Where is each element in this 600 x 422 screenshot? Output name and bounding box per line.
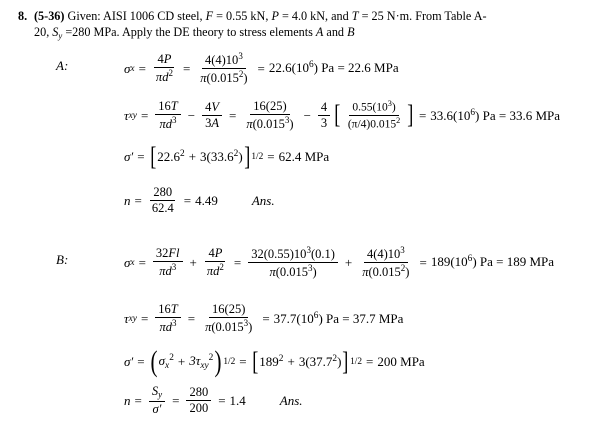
sy-value-text: =280 MPa. Apply the DE theory to stress elements (62, 25, 316, 40)
frac-num: 4P (205, 247, 225, 262)
section-label-a: A: (56, 58, 69, 73)
given-lead: Given: AISI 1006 CD steel, (67, 9, 206, 23)
equals-1: = (138, 60, 146, 76)
problem-text-line1 (68, 9, 487, 23)
frac-num: 280 (186, 386, 211, 401)
frac-den: $\pi d^2$ (155, 68, 173, 85)
equals-2: = (187, 310, 196, 326)
term-3tau-sq: 3(33.6$^2$) (200, 149, 243, 165)
sigma-sub-x: x (130, 63, 135, 74)
equals-1: = (134, 392, 142, 408)
frac-den: (π/4)0.015$^2$ (347, 116, 401, 131)
bracket-group-shear (333, 100, 415, 130)
n-symbol: n (124, 392, 131, 408)
equation-b-factor-of-safety (124, 385, 303, 416)
equals-2: = (183, 192, 192, 208)
fraction-4-over-3 (318, 101, 330, 130)
frac-den: π(0.015$^3$) (205, 318, 253, 335)
frac-num: 16T (155, 303, 180, 318)
frac-den: $\pi d^2$ (206, 262, 224, 279)
fraction-Sy-over-sigma-prime (149, 385, 165, 416)
n-symbol: n (124, 192, 131, 208)
result-vm-a: 62.4 MPa (278, 149, 330, 165)
equals-3: = (366, 354, 374, 369)
fraction-numeric-torsion (243, 100, 296, 131)
minus-2: − (303, 107, 311, 123)
frac-den: 3 (320, 116, 328, 131)
bracket-left: [ (251, 346, 258, 376)
bracket-right: ] (407, 100, 414, 130)
tau-symbol: τ (124, 107, 129, 123)
bracket-group-vm-a (149, 142, 264, 171)
tau-symbol: τ (124, 310, 129, 326)
fraction-4P-over-pid2 (153, 53, 176, 84)
frac-den: π(0.015$^3$) (246, 115, 294, 132)
problem-statement (18, 8, 584, 43)
fraction-numeric-axial (359, 246, 412, 279)
result-n-a: 4.49 (195, 192, 218, 208)
equals-1: = (140, 107, 149, 123)
result-tau-b: $37.7(10^6) Pa = 37.7$ MPa (273, 310, 404, 326)
fraction-16T-over-pid3 (155, 100, 180, 131)
plus-2: + (344, 254, 353, 270)
frac-den: π(0.015$^2$) (362, 263, 410, 279)
problem-code: (5-36) (34, 9, 65, 23)
var-Sy-sub: y (58, 30, 63, 41)
equals-2: = (267, 149, 275, 165)
fraction-4V-over-3A (202, 101, 222, 130)
ans-label-a: Ans. (251, 192, 275, 208)
equals-1: = (138, 254, 146, 270)
frac-den: $\pi d^3$ (159, 318, 177, 335)
frac-num: 16(25) (250, 100, 289, 115)
result-sigma-a: $22.6(10^6) Pa = 22.6$ MPa (268, 60, 399, 76)
equals-1: = (137, 354, 145, 369)
minus-1: − (187, 107, 196, 123)
fraction-numeric-bending (248, 246, 338, 279)
bracket-right: ] (243, 142, 251, 171)
frac-den: σ′ (152, 401, 162, 416)
fraction-280-over-200 (186, 386, 211, 415)
frac-den: π(0.015$^3$) (269, 263, 317, 279)
term-3x37p7-sq: 3(37.7$^2$) (298, 353, 342, 370)
result-vm-b: 200 MPa (377, 354, 425, 369)
fraction-280-over-62p4 (149, 186, 177, 215)
frac-num: $32(0.55)10^3(0.1)$ (248, 246, 338, 263)
plus-2: + (287, 353, 295, 369)
result-n-b: 1.4 (229, 392, 246, 408)
bracket-left: [ (334, 100, 341, 130)
given-T-val: = 25 N·m. From Table A- (358, 9, 487, 23)
equation-b-sigma-x (124, 246, 554, 279)
tau-sub-xy: xy (128, 110, 137, 121)
frac-num: 32Fl (153, 247, 183, 262)
fraction-numeric-torsion-b (202, 303, 255, 334)
var-T: T (351, 9, 359, 23)
var-P: P (271, 9, 279, 23)
frac-den: $\pi d^3$ (159, 115, 177, 132)
plus-1: + (177, 354, 186, 369)
frac-num: 280 (150, 186, 175, 201)
frac-num: $4(4)10^3$ (202, 52, 246, 69)
frac-den: $\pi d^3$ (159, 262, 177, 279)
sigma-sub-x: x (130, 257, 135, 268)
var-F: F (205, 9, 214, 23)
term-189-sq: $189^2$ (259, 353, 284, 370)
element-B-ref: B (347, 25, 355, 40)
equals-3: = (257, 60, 265, 76)
element-A-ref: A (315, 25, 324, 40)
equals-1: = (137, 149, 145, 165)
frac-num: 4V (202, 101, 222, 116)
term-sigma-x-sq: $\sigma_x^2$ (158, 353, 174, 371)
bracket-left: [ (149, 142, 156, 171)
frac-num: 4 (318, 101, 330, 116)
equation-a-factor-of-safety (124, 186, 275, 215)
section-label-b: B: (56, 252, 69, 267)
equation-b-tau-xy (124, 303, 403, 334)
bracket-group-vm-b (251, 346, 363, 376)
bracket-right: ] (342, 346, 349, 376)
equation-a-sigma-x (124, 52, 399, 85)
equals-2: = (239, 354, 247, 369)
result-tau-a: $33.6(10^6) Pa = 33.6$ MPa (430, 107, 561, 123)
plus-1: + (189, 254, 197, 270)
term-3tau-xy-sq: $3\tau_{xy}^2$ (189, 353, 214, 371)
result-sigma-b: $189(10^6) Pa = 189$ MPa (430, 254, 555, 270)
frac-den: 3A (205, 116, 219, 131)
frac-num: $4(4)10^3$ (364, 246, 408, 263)
paren-left: ( (150, 345, 158, 378)
equals-2: = (182, 60, 191, 76)
sigma-prime: σ′ (124, 149, 134, 165)
plus: + (188, 149, 197, 165)
frac-num: 4P (154, 53, 174, 68)
fraction-4P-over-pid2 (204, 247, 227, 278)
given-P-val: = 4.0 kN, and (278, 9, 352, 23)
equals-2: = (172, 392, 180, 408)
fraction-numeric-1 (197, 52, 250, 85)
equals-1: = (140, 310, 149, 326)
conjunction: and (323, 25, 348, 40)
exponent-half: 1/2 (251, 152, 264, 163)
frac-den: 200 (189, 401, 209, 416)
frac-num: 16T (155, 100, 180, 115)
ans-label-b: Ans. (279, 392, 303, 408)
exponent-half-1: 1/2 (223, 357, 236, 367)
table-ref: 20, (34, 25, 53, 40)
tau-sub-xy: xy (128, 313, 137, 324)
exponent-half-2: 1/2 (350, 356, 363, 367)
equation-a-tau-xy (124, 100, 560, 131)
fraction-inner-shear (345, 100, 403, 130)
given-F-val: = 0.55 kN, (213, 9, 272, 23)
frac-num: $0.55(10^3)$ (349, 100, 398, 116)
frac-num: 16(25) (209, 303, 248, 318)
equals-1: = (134, 192, 142, 208)
frac-num: $S_y$ (149, 385, 165, 402)
sigma-symbol: σ (124, 60, 131, 76)
paren-group-vm-b (149, 345, 236, 378)
term-sigma-sq: 22.6$^2$ (157, 149, 185, 165)
equals-3: = (419, 254, 427, 270)
frac-den: π(0.015$^2$) (200, 69, 248, 85)
problem-number: 8. (18, 9, 28, 23)
fraction-32Fl-over-pid3 (153, 247, 183, 278)
fraction-16T-over-pid3 (155, 303, 180, 334)
equals-3: = (262, 310, 270, 326)
equation-a-von-mises (124, 142, 330, 171)
equals-2: = (233, 254, 242, 270)
equals-3: = (418, 107, 427, 123)
equals-3: = (218, 392, 226, 408)
var-Sy: S (52, 25, 59, 40)
sigma-symbol: σ (124, 254, 131, 270)
paren-right: ) (214, 345, 222, 378)
sigma-prime: σ′ (124, 354, 134, 369)
frac-den: 62.4 (151, 201, 174, 216)
equation-b-von-mises (124, 345, 425, 378)
equals-2: = (228, 107, 237, 123)
problem-text-line2 (34, 24, 584, 42)
